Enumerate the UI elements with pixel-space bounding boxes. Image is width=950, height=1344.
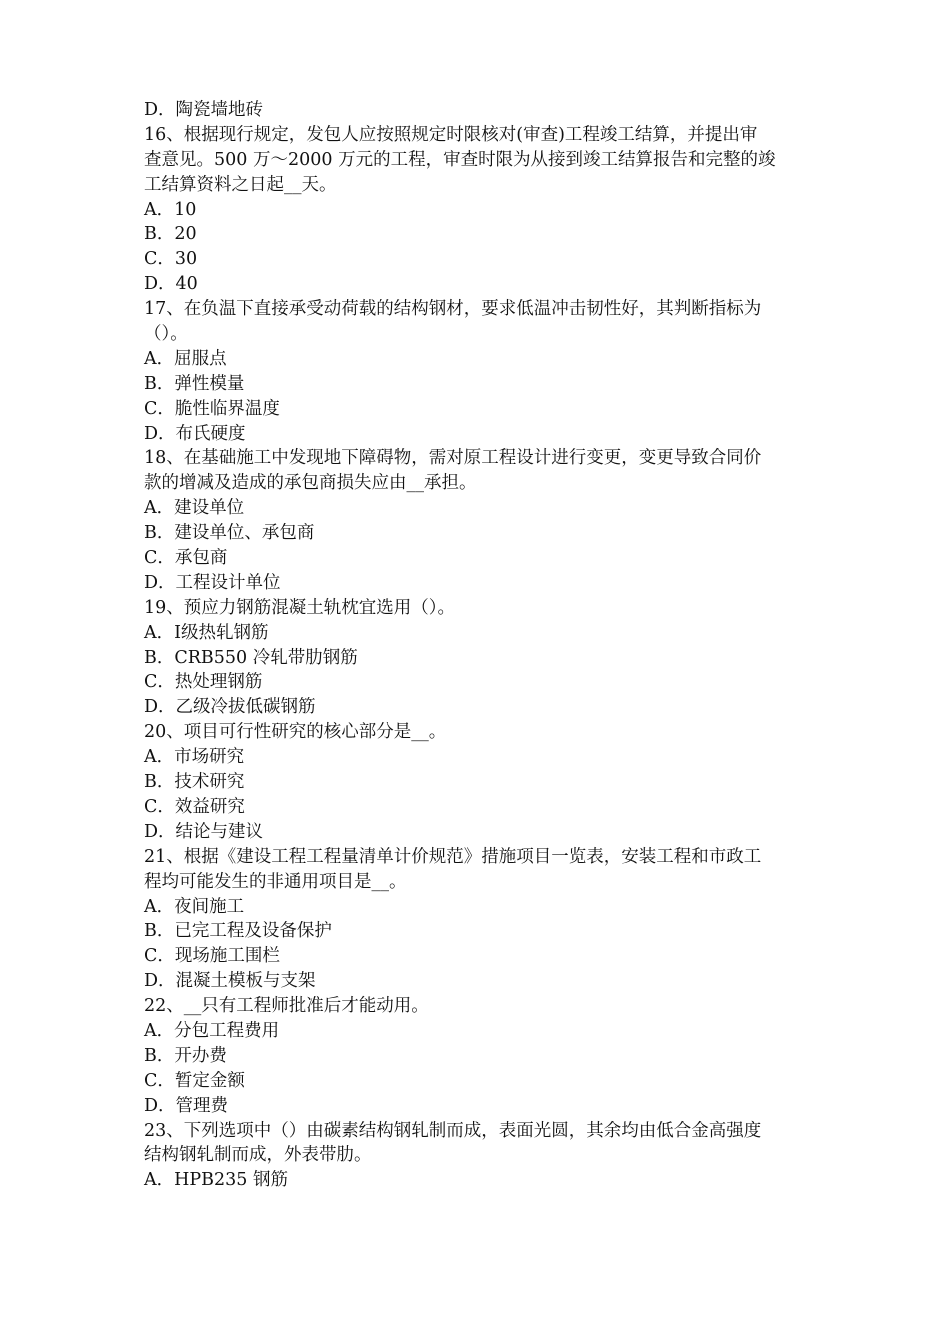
option-line: A．HPB235 钢筋 xyxy=(144,1170,288,1191)
option-line: B．技术研究 xyxy=(144,772,245,793)
option-line: D．混凝土模板与支架 xyxy=(144,971,316,992)
option-line: C．承包商 xyxy=(144,548,228,569)
text-line: （）。 xyxy=(144,324,188,345)
text-line: 款的增减及造成的承包商损失应由__承担。 xyxy=(144,473,477,494)
document-page xyxy=(144,98,824,1193)
option-line: B．20 xyxy=(144,224,197,245)
option-line: D．布氏硬度 xyxy=(144,423,246,444)
option-line: B．弹性模量 xyxy=(144,373,245,394)
text-line: 程均可能发生的非通用项目是__。 xyxy=(144,871,407,892)
option-line: C．现场施工围栏 xyxy=(144,946,280,967)
option-line: C．脆性临界温度 xyxy=(144,398,280,419)
option-line: A．屈服点 xyxy=(144,348,227,369)
option-line: D．乙级冷拔低碳钢筋 xyxy=(144,697,316,718)
option-line: B．已完工程及设备保护 xyxy=(144,921,332,942)
option-line: A．Ⅰ级热轧钢筋 xyxy=(144,622,269,643)
question-23-line: 23、下列选项中（）由碳素结构钢轧制而成，表面光圆，其余均由低合金高强度 xyxy=(144,1120,762,1141)
question-21-line: 21、根据《建设工程工程量清单计价规范》措施项目一览表，安装工程和市政工 xyxy=(144,846,762,867)
option-line: D．管理费 xyxy=(144,1095,229,1116)
question-17-line: 17、在负温下直接承受动荷载的结构钢材，要求低温冲击韧性好，其判断指标为 xyxy=(144,299,762,320)
question-16-line: 16、根据现行规定，发包人应按照规定时限核对(审查)工程竣工结算，并提出审 xyxy=(144,124,758,145)
text-line: 结构钢轧制而成，外表带肋。 xyxy=(144,1145,372,1166)
option-line: D．工程设计单位 xyxy=(144,572,281,593)
option-line: A．建设单位 xyxy=(144,498,245,519)
question-20-line: 20、项目可行性研究的核心部分是__。 xyxy=(144,722,447,743)
option-line: A．夜间施工 xyxy=(144,896,245,917)
question-18-line: 18、在基础施工中发现地下障碍物，需对原工程设计进行变更，变更导致合同价 xyxy=(144,448,762,469)
option-line: B．CRB550 冷轧带肋钢筋 xyxy=(144,647,358,668)
option-line: D．结论与建议 xyxy=(144,821,264,842)
question-19-line: 19、预应力钢筋混凝土轨枕宜选用（）。 xyxy=(144,597,456,618)
option-line: D．40 xyxy=(144,274,198,295)
option-line: A．10 xyxy=(144,199,197,220)
text-line: 查意见。500 万～2000 万元的工程，审查时限为从接到竣工结算报告和完整的竣 xyxy=(144,149,776,170)
option-line: A．市场研究 xyxy=(144,747,245,768)
question-22-line: 22、__只有工程师批准后才能动用。 xyxy=(144,996,429,1017)
text-line: D．陶瓷墙地砖 xyxy=(144,100,264,120)
option-line: C．暂定金额 xyxy=(144,1070,245,1091)
option-line: A．分包工程费用 xyxy=(144,1020,280,1041)
option-line: B．开办费 xyxy=(144,1045,227,1066)
text-line: 工结算资料之日起__天。 xyxy=(144,174,337,195)
option-line: C．热处理钢筋 xyxy=(144,672,263,693)
option-line: C．30 xyxy=(144,249,198,270)
option-line: C．效益研究 xyxy=(144,796,245,817)
option-line: B．建设单位、承包商 xyxy=(144,523,315,544)
